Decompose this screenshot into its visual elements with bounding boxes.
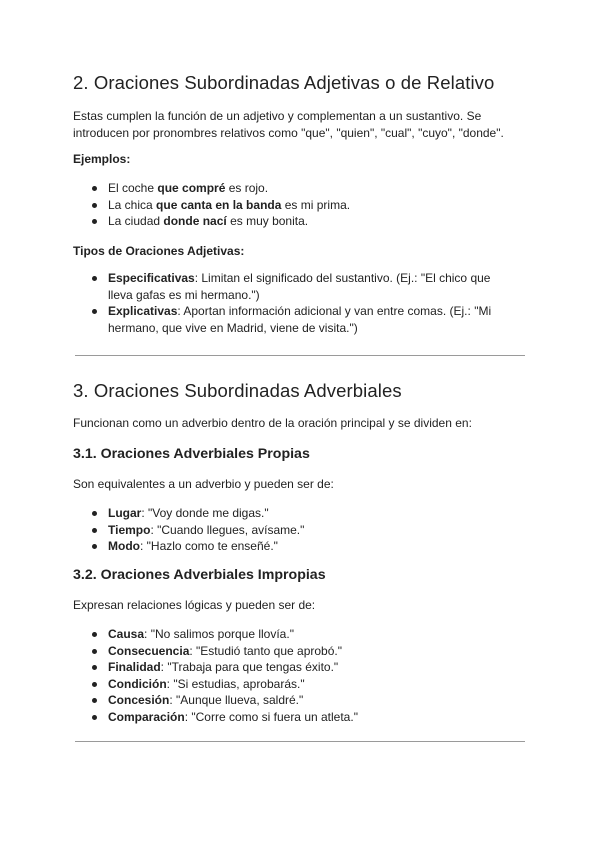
section-3-title: 3. Oraciones Subordinadas Adverbiales bbox=[73, 380, 402, 401]
adverbial-improper-item: Condición: "Si estudias, aprobarás." bbox=[73, 676, 525, 693]
adjective-types-list bbox=[73, 270, 503, 336]
adverbial-proper-list bbox=[73, 505, 525, 555]
section-divider bbox=[75, 355, 525, 356]
type-item: Especificativas: Limitan el significado del sustantivo. (Ej.: "El chico que lleva gafas es mi hermano.") bbox=[73, 270, 503, 303]
adverbial-improper-item: Comparación: "Corre como si fuera un atleta." bbox=[73, 709, 525, 726]
subsection-3-2-intro: Expresan relaciones lógicas y pueden ser de: bbox=[73, 598, 316, 612]
type-item: Explicativas: Aportan información adicional y van entre comas. (Ej.: "Mi hermano, que vive en Madrid, viene de visita.") bbox=[73, 303, 503, 336]
examples-label: Ejemplos: bbox=[73, 152, 131, 166]
example-item: El coche que compré es rojo. bbox=[73, 180, 525, 197]
subsection-3-1-title: 3.1. Oraciones Adverbiales Propias bbox=[73, 446, 310, 462]
section-2-title: 2. Oraciones Subordinadas Adjetivas o de Relativo bbox=[73, 72, 495, 93]
section-2-intro-line2: introducen por pronombres relativos como "que", "quien", "cual", "cuyo", "donde". bbox=[73, 126, 504, 140]
subsection-3-2-title: 3.2. Oraciones Adverbiales Impropias bbox=[73, 567, 326, 583]
section-2-intro-line1: Estas cumplen la función de un adjetivo y complementan a un sustantivo. Se bbox=[73, 109, 482, 123]
example-item: La ciudad donde nací es muy bonita. bbox=[73, 213, 525, 230]
adverbial-improper-item: Finalidad: "Trabaja para que tengas éxito." bbox=[73, 659, 525, 676]
section-divider bbox=[75, 741, 525, 742]
adverbial-proper-item: Lugar: "Voy donde me digas." bbox=[73, 505, 525, 522]
adverbial-proper-item: Modo: "Hazlo como te enseñé." bbox=[73, 538, 525, 555]
adverbial-improper-item: Causa: "No salimos porque llovía." bbox=[73, 626, 525, 643]
adverbial-proper-item: Tiempo: "Cuando llegues, avísame." bbox=[73, 522, 525, 539]
adverbial-improper-item: Concesión: "Aunque llueva, saldré." bbox=[73, 692, 525, 709]
subsection-3-1-intro: Son equivalentes a un adverbio y pueden ser de: bbox=[73, 477, 334, 491]
types-label: Tipos de Oraciones Adjetivas: bbox=[73, 244, 245, 258]
example-item: La chica que canta en la banda es mi prima. bbox=[73, 197, 525, 214]
examples-list bbox=[73, 180, 525, 230]
section-3-intro: Funcionan como un adverbio dentro de la oración principal y se dividen en: bbox=[73, 416, 472, 430]
adverbial-improper-item: Consecuencia: "Estudió tanto que aprobó." bbox=[73, 643, 525, 660]
adverbial-improper-list bbox=[73, 626, 525, 725]
section-2-intro bbox=[73, 108, 525, 142]
